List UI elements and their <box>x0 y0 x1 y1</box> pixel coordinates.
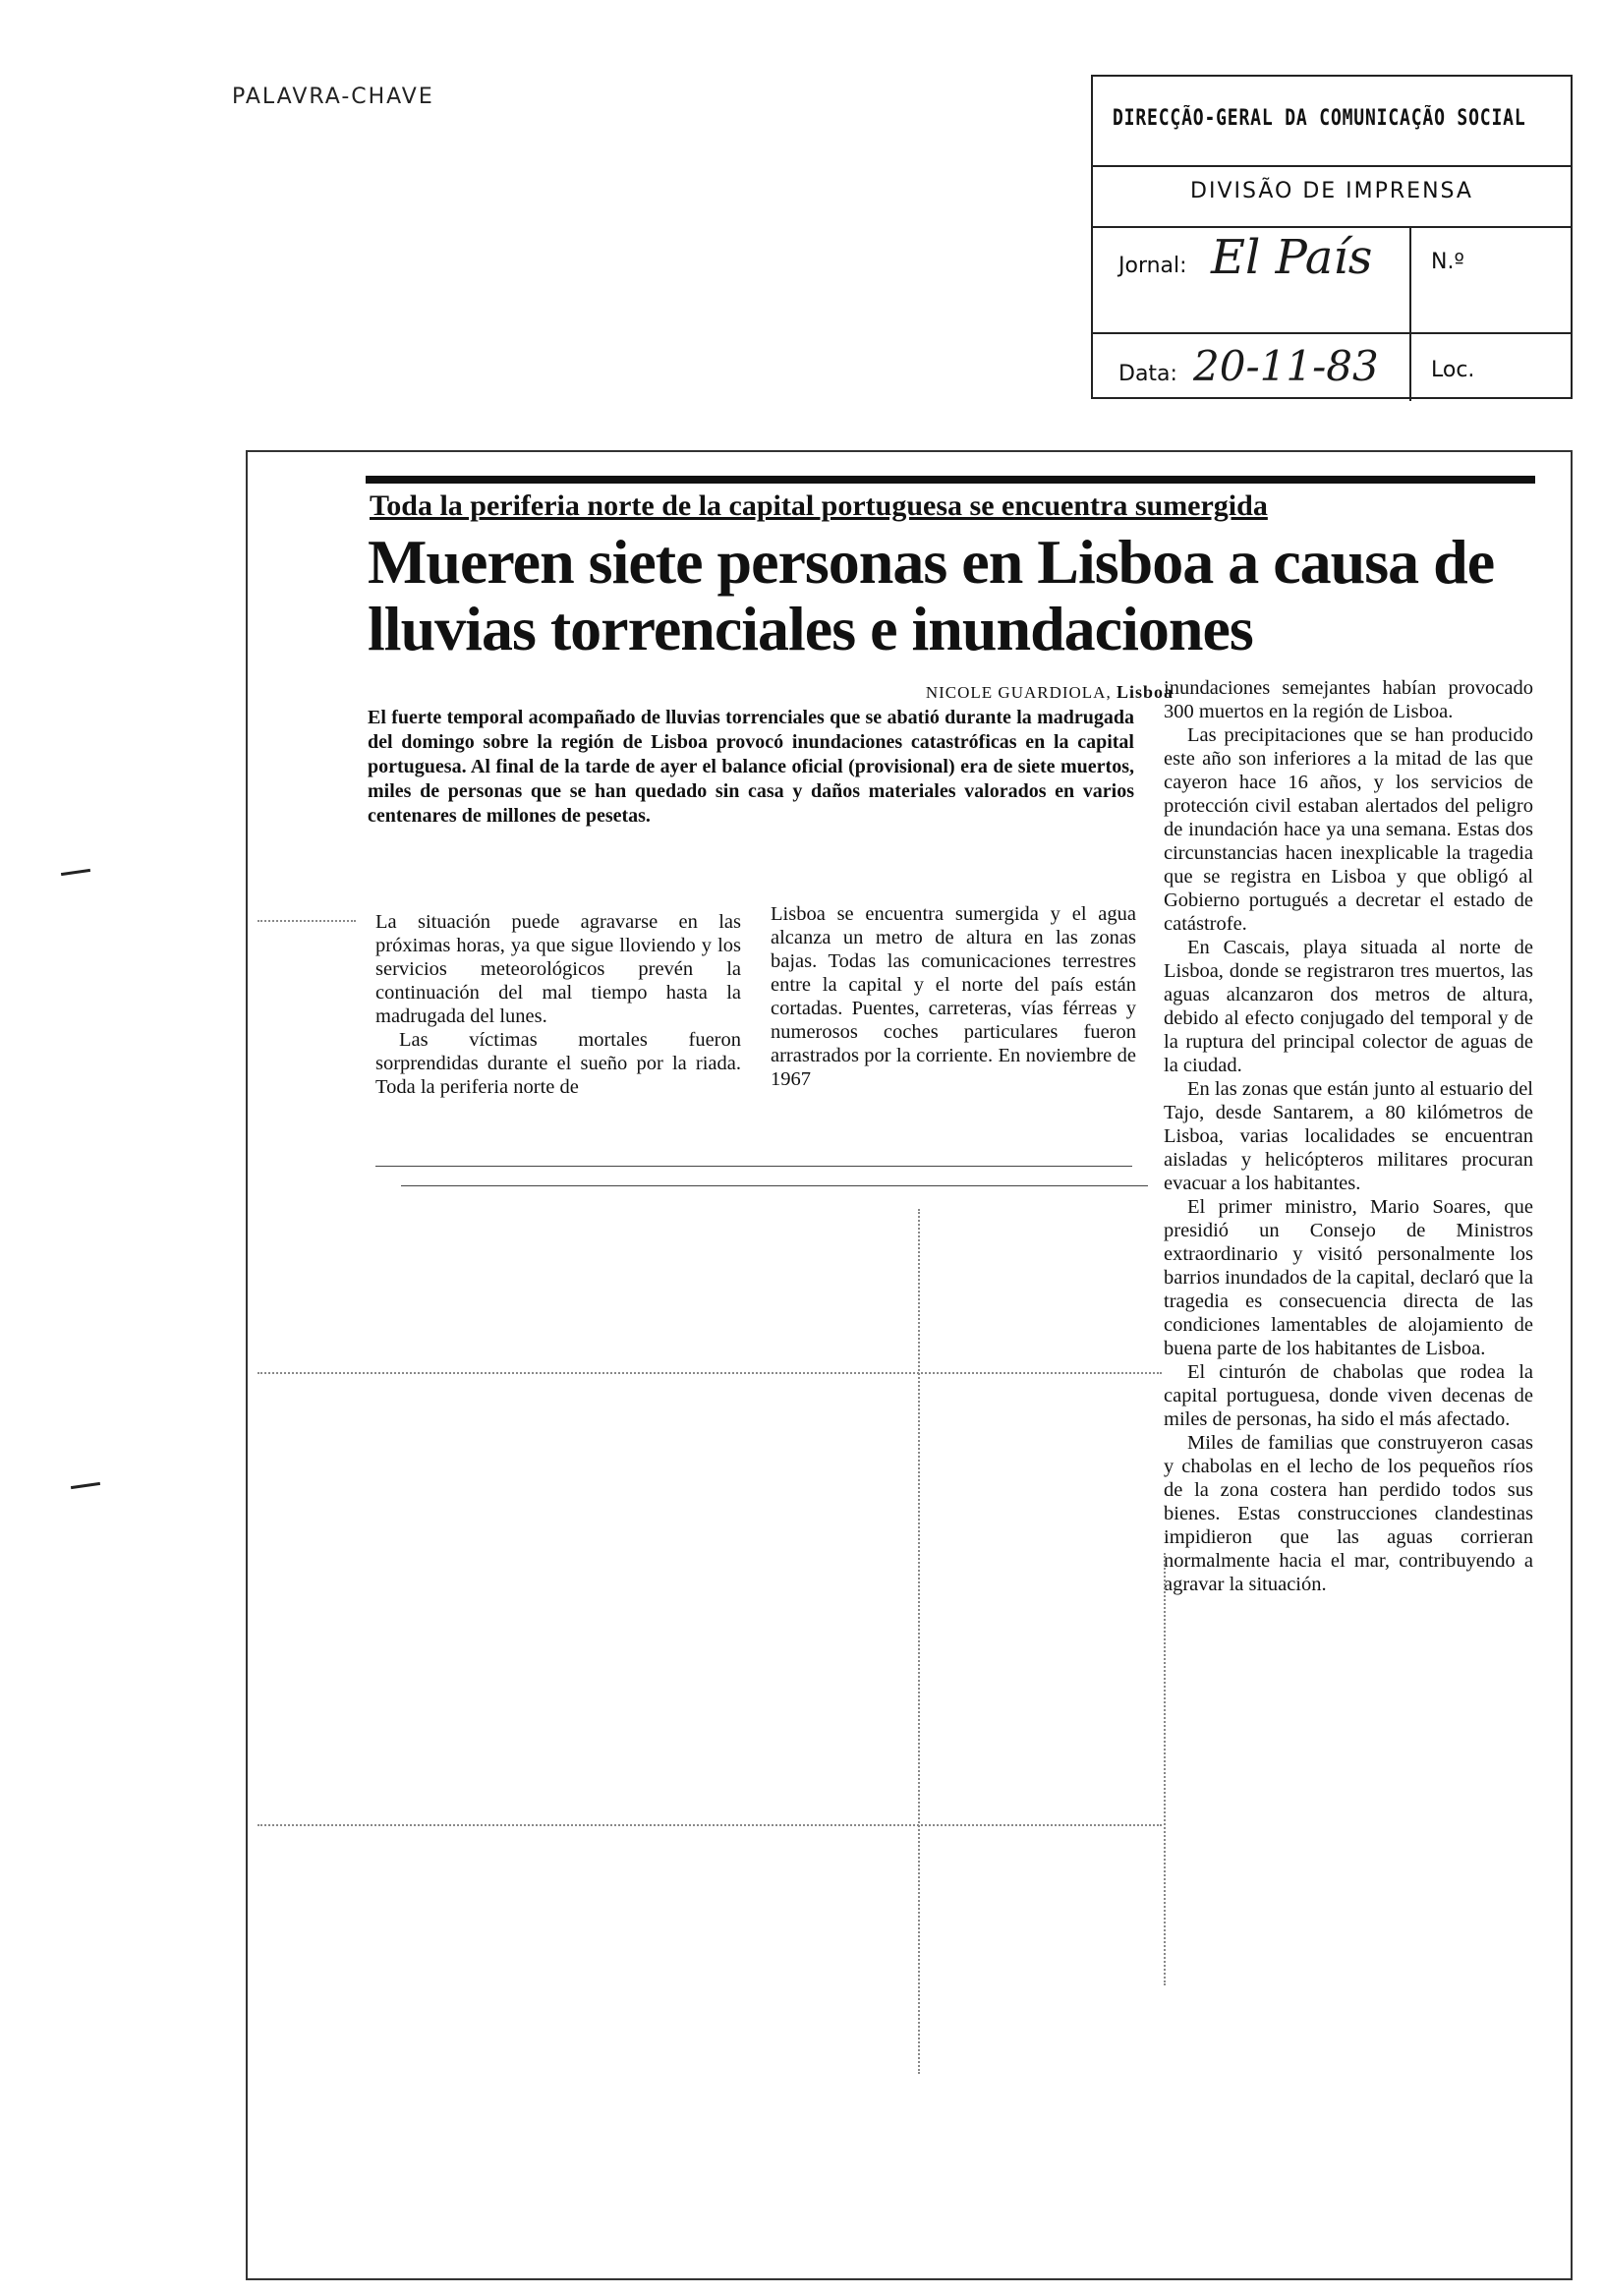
paragraph: Lisboa se encuentra sumergida y el agua alcanza un metro de altura en las zonas bajas. Todas las comunicaciones terrestres entre la capital y el norte del país están cortadas. Puentes, carreteras, vías férreas y numerosos coches particulares fueron arrastrados por la corriente. En noviembre de 1967 <box>771 903 1136 1090</box>
stamp-divider <box>1093 332 1571 334</box>
paragraph: La situación puede agravarse en las próximas horas, ya que sigue lloviendo y los servicios meteorológicos prevén la continuación del mal tiempo hasta la madrugada del lunes. <box>375 911 741 1027</box>
keyword-label: PALAVRA-CHAVE <box>232 85 434 109</box>
stamp-divider <box>1093 226 1571 228</box>
article-column-3 <box>1164 676 1533 1596</box>
archive-stamp <box>1091 75 1573 399</box>
margin-mark <box>71 1482 100 1489</box>
paragraph: En las zonas que están junto al estuario del Tajo, desde Santarem, a 80 kilómetros de Lisboa, varias localidades se encuentran aisladas y helicópteros militares procuran evacuar a los habitantes. <box>1164 1078 1533 1194</box>
stamp-title-row <box>1093 77 1571 167</box>
byline-author: NICOLE GUARDIOLA, <box>925 683 1112 702</box>
article-column-2 <box>771 902 1136 1091</box>
paragraph: El cinturón de chabolas que rodea la capital portuguesa, donde viven decenas de miles de personas, ha sido el más afectado. <box>1164 1361 1533 1430</box>
article-column-1 <box>375 910 741 1099</box>
loc-label: Loc. <box>1431 358 1475 382</box>
column-end-rule <box>375 1166 1132 1167</box>
stamp-title: DIRECÇÃO-GERAL DA COMUNICAÇÃO SOCIAL <box>1113 106 1526 131</box>
top-rule <box>366 476 1535 484</box>
paragraph: Las precipitaciones que se han producido este año son inferiores a la mitad de las que cayeron hace 16 años, y los servicios de protección civil estaban alertados del peligro de inundación hace ya una semana. Estas dos circunstancias hacen inexplicable la tragedia que se registra en Lisboa y que obligó al Gobierno portugués a decretar el estado de catástrofe. <box>1164 724 1533 935</box>
data-label: Data: <box>1118 362 1177 386</box>
jornal-handwritten: El País <box>1211 230 1373 285</box>
numero-label: N.º <box>1431 250 1464 274</box>
article-byline <box>708 682 1174 703</box>
paragraph: En Cascais, playa situada al norte de Lisboa, donde se registraron tres muertos, las aguas alcanzaron dos metros de altura, debido al efecto conjugado del temporal y de la ruptura del principal colector de aguas de la ciudad. <box>1164 937 1533 1076</box>
cut-line <box>258 920 356 922</box>
jornal-label: Jornal: <box>1118 254 1187 278</box>
paragraph: inundaciones semejantes habían provocado 300 muertos en la región de Lisboa. <box>1164 677 1533 722</box>
stamp-column-divider <box>1409 226 1411 401</box>
article-kicker: Toda la periferia norte de la capital portuguesa se encuentra sumergida <box>370 489 1268 522</box>
article-headline: Mueren siete personas en Lisboa a causa de lluvias torrenciales e inundaciones <box>368 527 1495 663</box>
paragraph: Miles de familias que construyeron casas y chabolas en el lecho de los pequeños ríos de la zona costera han perdido todos sus bienes. Estas construcciones clandestinas impidieron que las aguas corrieran normalmente hacia el mar, contribuyendo a agravar la situación. <box>1164 1432 1533 1595</box>
article-lead: El fuerte temporal acompañado de lluvias torrenciales que se abatió durante la madrugada del domingo sobre la región de Lisboa provocó inundaciones catastróficas en la capital portuguesa. Al final de la tarde de ayer el balance oficial (provisional) era de siete muertos, miles de personas que se han quedado sin casa y daños materiales valorados en varios centenares de millones de pesetas. <box>368 707 1134 827</box>
cut-line <box>258 1824 1162 1826</box>
margin-mark <box>61 869 90 876</box>
byline-place: Lisboa <box>1116 682 1174 702</box>
stamp-division: DIVISÃO DE IMPRENSA <box>1190 179 1473 203</box>
data-handwritten: 20-11-83 <box>1193 342 1379 390</box>
cut-line-vertical <box>918 1209 920 2074</box>
cut-line-vertical <box>1164 1553 1166 1985</box>
cut-line <box>258 1372 1162 1374</box>
paragraph: Las víctimas mortales fueron sorprendidas durante el sueño por la riada. Toda la periferia norte de <box>375 1029 741 1098</box>
column-end-rule <box>401 1185 1148 1186</box>
paragraph: El primer ministro, Mario Soares, que presidió un Consejo de Ministros extraordinario y visitó personalmente los barrios inundados de la capital, declaró que la tragedia es consecuencia directa de las condiciones lamentables de alojamiento de buena parte de los habitantes de Lisboa. <box>1164 1196 1533 1359</box>
